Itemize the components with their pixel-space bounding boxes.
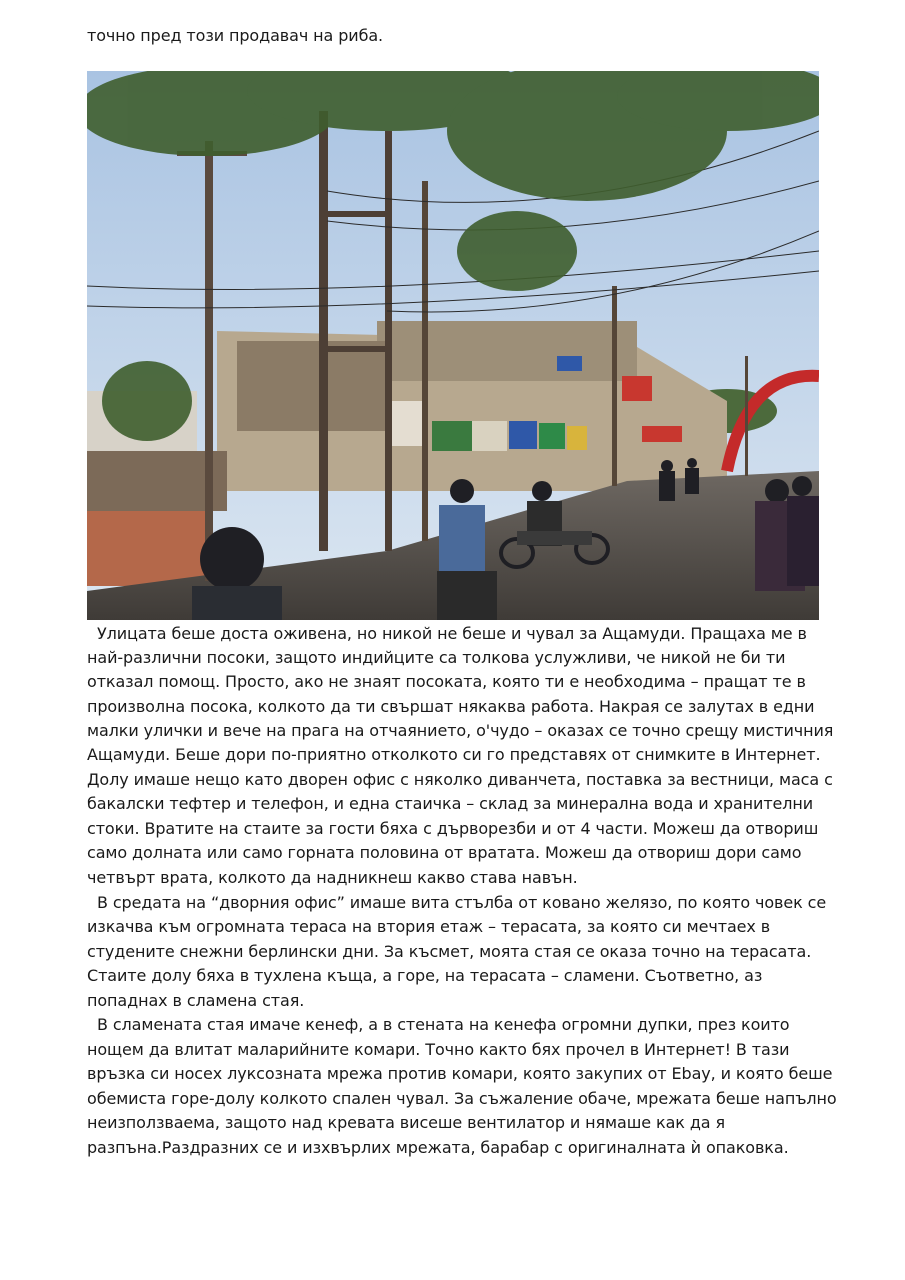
paragraph-line: разпъна.Раздразних се и изхвърлих мрежата, барабар с оригиналната ѝ опаковка.	[87, 1138, 789, 1157]
paragraph-line: връзка си носех луксозната мрежа против комари, която закупих от Ebay, и която беше	[87, 1064, 833, 1083]
paragraph-line: студените снежни берлински дни. За късмет, моята стая се оказа точно на терасата.	[87, 942, 812, 961]
paragraph-line: малки улички и вече на прага на отчаянието, о'чудо – оказах се точно срещу мистичния	[87, 721, 834, 740]
photo-illustration	[87, 71, 819, 620]
paragraph-line: Стаите долу бяха в тухлена къща, а горе, на терасата – сламени. Съответно, аз	[87, 966, 763, 985]
street-scene-photo	[87, 71, 819, 620]
paragraph-line: неизползваема, защото над кревата висеше вентилатор и нямаше как да я	[87, 1113, 725, 1132]
paragraph-line: В средата на “дворния офис” имаше вита стълба от ковано желязо, по която човек се	[87, 893, 827, 912]
paragraph-line: В сламената стая имаче кенеф, а в стената на кенефа огромни дупки, през които	[87, 1015, 790, 1034]
paragraph-line: изкачва към огромната тераса на втория етаж – терасата, за която си мечтаех в	[87, 917, 771, 936]
paragraph-line: Долу имаше нещо като дворен офис с няколко диванчета, поставка за вестници, маса с	[87, 770, 833, 789]
paragraph-line: само долната или само горната половина от вратата. Можеш да отвориш дори само	[87, 843, 802, 862]
paragraph-line: отказал помощ. Просто, ако не знаят посоката, която ти е необходима – пращат те в	[87, 672, 806, 691]
paragraph-line: Улицата беше доста оживена, но никой не беше и чувал за Ащамуди. Пращаха ме в	[87, 624, 807, 643]
paragraph-line: най-различни посоки, защото индийците са толкова услужливи, че никой не би ти	[87, 648, 786, 667]
paragraph-line: попаднах в сламена стая.	[87, 991, 305, 1010]
paragraph-line: Ащамуди. Беше дори по-приятно отколкото си го представях от снимките в Интернет.	[87, 745, 821, 764]
top-text-line: точно пред този продавач на риба.	[87, 26, 384, 45]
paragraph-line: стоки. Вратите на стаите за гости бяха с дърворезби и от 4 части. Можеш да отвориш	[87, 819, 819, 838]
paragraph-line: четвърт врата, колкото да надникнеш какво става навън.	[87, 868, 578, 887]
paragraph-line: обемиста горе-долу колкото спален чувал. За съжаление обаче, мрежата беше напълно	[87, 1089, 837, 1108]
paragraph-line: бакалски тефтер и телефон, и една стаичка – склад за минерална вода и хранителни	[87, 794, 814, 813]
paragraph-line: нощем да влитат маларийните комари. Точно както бях прочел в Интернет! В тази	[87, 1040, 790, 1059]
paragraph-line: произволна посока, колкото да ти свършат някаква работа. Накрая се залутах в едни	[87, 697, 815, 716]
